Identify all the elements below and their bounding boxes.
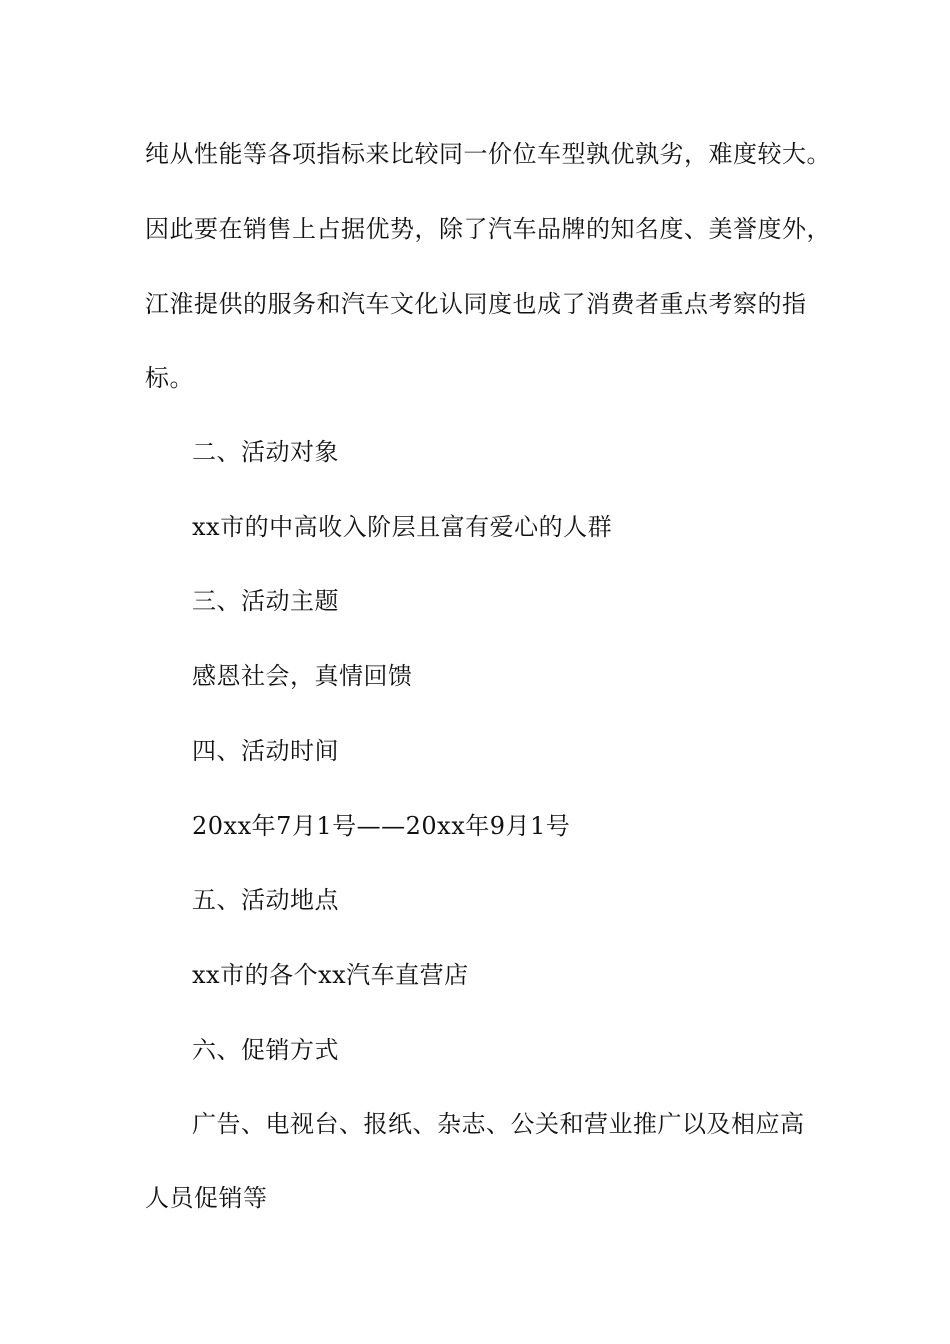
section-content-theme: 感恩社会，真情回馈: [192, 662, 413, 690]
section-heading-theme: 三、活动主题: [192, 587, 339, 615]
section-heading-promotion: 六、促销方式: [192, 1036, 339, 1064]
paragraph-line: 纯从性能等各项指标来比较同一价位车型孰优孰劣，难度较大。: [145, 140, 831, 168]
section-heading-location: 五、活动地点: [192, 886, 339, 914]
section-content-time: 20xx年7月1号——20xx年9月1号: [192, 812, 571, 840]
section-heading-target: 二、活动对象: [192, 438, 339, 466]
paragraph-line: 江淮提供的服务和汽车文化认同度也成了消费者重点考察的指: [145, 290, 807, 318]
section-heading-time: 四、活动时间: [192, 737, 339, 765]
section-content-promotion: 广告、电视台、报纸、杂志、公关和营业推广以及相应高: [192, 1110, 805, 1138]
section-content-promotion-continued: 人员促销等: [145, 1184, 268, 1212]
section-content-target: xx市的中高收入阶层且富有爱心的人群: [192, 513, 613, 541]
section-content-location: xx市的各个xx汽车直营店: [192, 961, 469, 989]
paragraph-line: 标。: [145, 364, 194, 392]
paragraph-line: 因此要在销售上占据优势，除了汽车品牌的知名度、美誉度外，: [145, 215, 831, 243]
